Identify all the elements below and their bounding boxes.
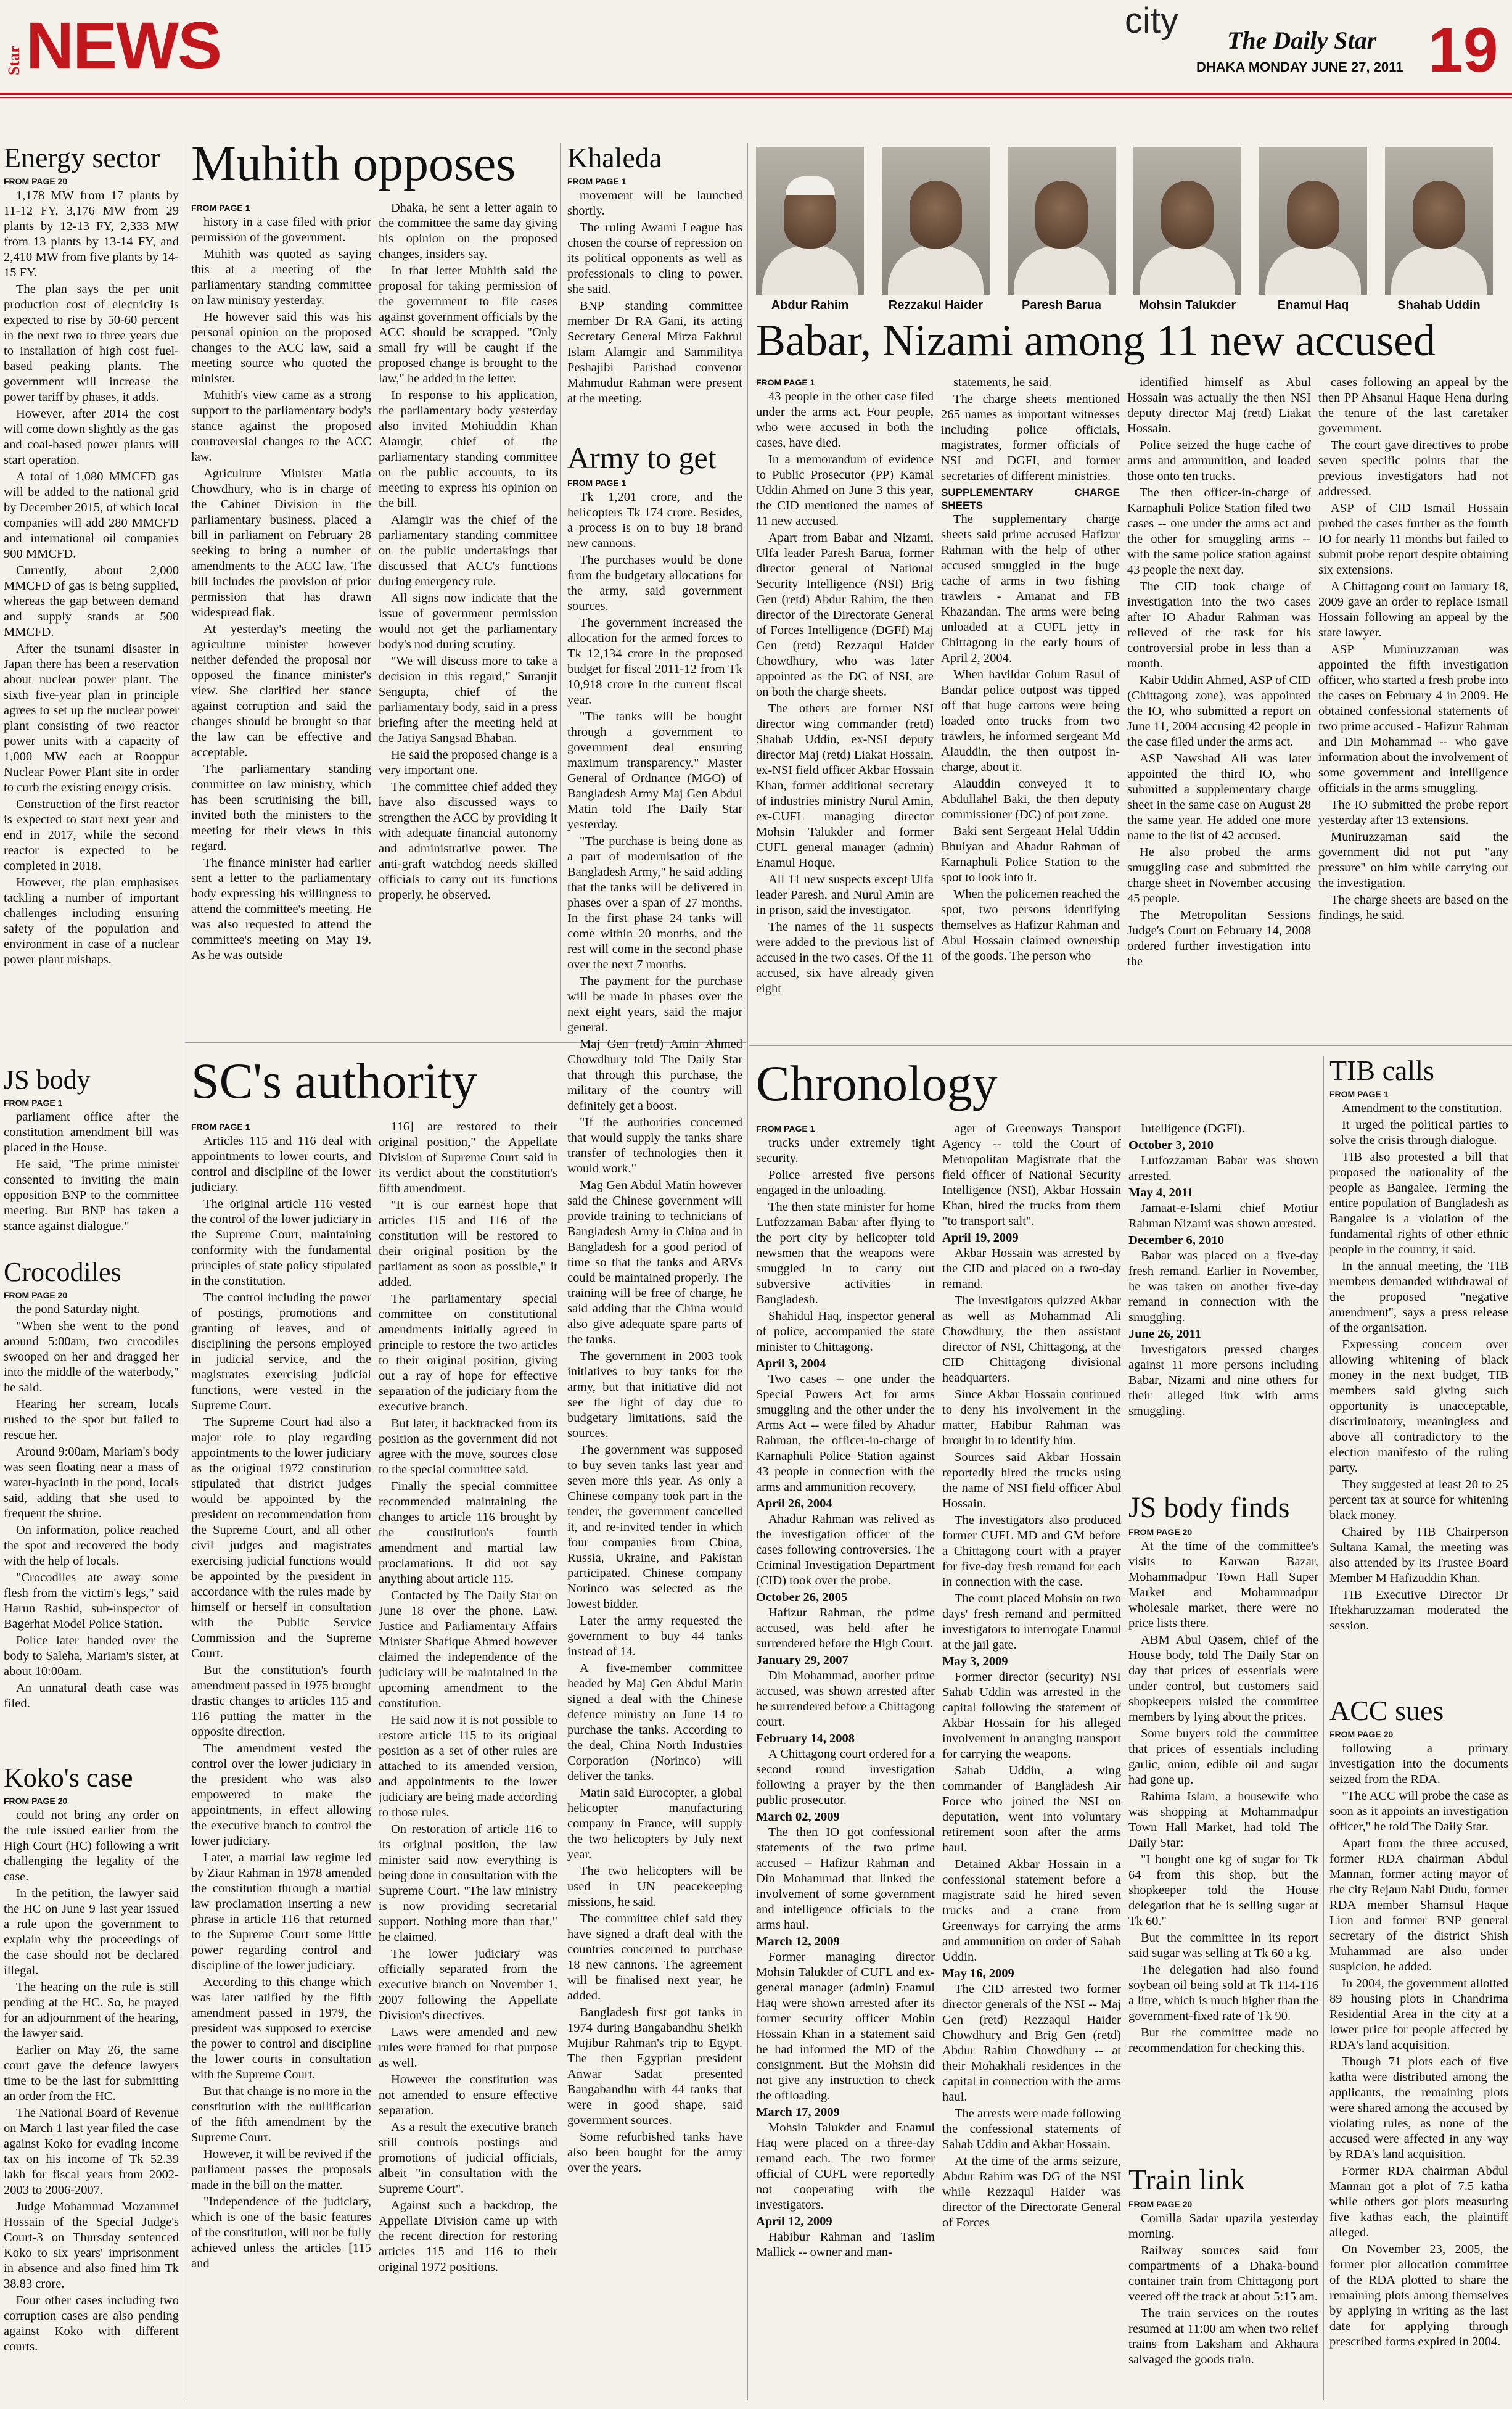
jsbody-body: [4, 1110, 179, 1234]
jsbody-article: [4, 1066, 179, 1245]
paragraph: Alauddin conveyed it to Abdullahel Baki, the then deputy commissioner (DC) of port zone.: [941, 777, 1120, 822]
paragraph: Later the army requested the government to buy 44 tanks instead of 14.: [567, 1613, 742, 1658]
accused-photo: [1385, 147, 1493, 295]
chronology-entry: Akbar Hossain was arrested by the CID and placed on a two-day remand.: [942, 1246, 1121, 1291]
paragraph: It urged the political parties to solve the crisis through dialogue.: [1329, 1118, 1508, 1148]
paragraph: All 11 new suspects except Ulfa leader Paresh, and Nurul Amin are in prison, said the investigator.: [756, 873, 934, 918]
paragraph: "The purchase is being done as a part of modernisation of the Bangladesh Army," he said adding that the tanks will be delivered in phases over a span of 27 months. In the first phase 24 tanks will come within 20 months, and the rest will come in the second phase over the next 7 months.: [567, 834, 742, 971]
paragraph: The supplementary charge sheets said prime accused Hafizur Rahman with the help of other accused smuggled in the huge cache of arms in two fishing trawlers - Amanat and FB Khazandan. The arms were being unloaded at a CUFL jetty in Chittagong in the early hours of April 2, 2004.: [941, 513, 1120, 665]
photo-caption: Paresh Barua: [1022, 299, 1101, 312]
paragraph: He said the proposed change is a very important one.: [379, 748, 557, 777]
paragraph: Police seized the huge cache of arms and ammunition, and loaded those onto ten trucks.: [1127, 439, 1311, 483]
chronology-entry: The arrests were made following the confessional statements of Sahab Uddin and Akbar Hossain.: [942, 2107, 1121, 2151]
paragraph: Rahima Islam, a housewife who was shopping at Mohammadpur Town Hall Market, had told The Daily Star:: [1128, 1790, 1318, 1850]
paragraph: The IO submitted the probe report yesterday after 13 extensions.: [1318, 798, 1508, 827]
train-article: [1128, 2165, 1318, 2405]
issue-date: DHAKA MONDAY JUNE 27, 2011: [1196, 59, 1403, 75]
paragraph: Baki sent Sergeant Helal Uddin Bhuiyan and Ahadur Rahman of Karnaphuli Police Station to the spot to look into it.: [941, 825, 1120, 885]
babar-from: FROM PAGE 1: [756, 377, 815, 387]
paragraph: The government increased the allocation for the armed forces to Tk 12,134 crore in the proposed budget for fiscal 2011-12 from Tk 10,918 crore in the current fiscal year.: [567, 616, 742, 707]
paragraph: But the committee made no recommendation for checking this.: [1128, 2026, 1318, 2056]
muhith-col2: [379, 200, 557, 1045]
babar-body-1: [756, 389, 934, 997]
accused-photo: [1259, 147, 1367, 295]
sc-col2: [379, 1119, 557, 2405]
chronology-entry: Din Mohammad, another prime accused, was shown arrested after he surrendered before a Chittagong court.: [756, 1669, 935, 1729]
paragraph: could not bring any order on the rule issued earlier from the High Court (HC) following a writ challenging the legality of the case.: [4, 1808, 179, 1884]
chronology-entry: The court placed Mohsin on two days' fresh remand and permitted investigators to interrogate Enamul at the jail gate.: [942, 1592, 1121, 1652]
paragraph: In 2004, the government allotted 89 housing plots in Chandrima Residential Area in the city at a lower price for people affected by RDA's land acquisition.: [1329, 1977, 1508, 2053]
army-article: [567, 442, 742, 2403]
chronology-entry: The investigators also produced former CUFL MD and GM before a Chittagong court with a prayer for five-day fresh remand for each in connection with the case.: [942, 1513, 1121, 1589]
paragraph: Earlier on May 26, the same court gave the defence lawyers time to be the last for submitting an order from the HC.: [4, 2043, 179, 2104]
paragraph: At the time of the committee's visits to Karwan Bazar, Mohammadpur Town Hall Super Market and Mohammadpur wholesale market, there were no price lists there.: [1128, 1539, 1318, 1631]
crocodiles-from: FROM PAGE 20: [4, 1290, 68, 1301]
crocodiles-headline: Crocodiles: [4, 1258, 121, 1287]
khaleda-body: [567, 188, 742, 406]
paragraph: 116] are restored to their original position," the Appellate Division of Supreme Court said in its verdict about the constitution's fifth amendment.: [379, 1120, 557, 1195]
energy-body: [4, 188, 179, 968]
paragraph: The original article 116 vested the control of the lower judiciary in the Supreme Court, maintaining conformity with the fundamental principles of state policy stipulated in the constitution.: [191, 1197, 371, 1288]
paragraph: An unnatural death case was filed.: [4, 1681, 179, 1711]
chronology-entry: At the time of the arms seizure, Abdur Rahim was DG of the NSI while Rezzaqul Haider was director of the Directorate General of Forces: [942, 2154, 1121, 2230]
paragraph: But that change is no more in the constitution with the nullification of the fifth amendment by the Supreme Court.: [191, 2085, 371, 2145]
chron-col1: [756, 1121, 935, 2405]
paragraph: Amendment to the constitution.: [1342, 1102, 1502, 1116]
acc-headline: ACC sues: [1329, 1696, 1444, 1726]
paragraph: Muhith's view came as a strong support to the parliamentary body's stance against the proposed controversial changes to the ACC law.: [191, 389, 371, 464]
muhith-col1: [191, 200, 371, 1045]
paragraph: However, after 2014 the cost will come down slightly as the gas and coal-based power plants will start operation.: [4, 407, 179, 467]
chronology-date: May 16, 2009: [942, 1967, 1014, 1980]
paragraph: According to this change which was later ratified by the fifth amendment passed in 1979, the president was supposed to exercise the power to control and discipline the lower courts in consultation with the Supreme Court.: [191, 1975, 371, 2082]
chronology-entry: The then state minister for home Lutfozzaman Babar after flying to the port city by helicopter told newsmen that the weapons were smuggled in to carry out subversive activities in Bangladesh.: [756, 1200, 935, 1307]
paragraph: On information, police reached the spot and recovered the body with the help of locals.: [4, 1523, 179, 1568]
tib-from: FROM PAGE 1: [1329, 1089, 1389, 1100]
chron-col3: [1128, 1121, 1318, 1491]
paragraph: The charge sheets are based on the findings, he said.: [1318, 893, 1508, 922]
paragraph: The payment for the purchase will be made in phases over the next eight years, said the major general.: [567, 974, 742, 1034]
paragraph: "Independence of the judiciary, which is one of the basic features of the constitution, will not be fully achieved unless the articles [115 and: [191, 2195, 371, 2271]
army-from: FROM PAGE 1: [567, 477, 627, 488]
chronology-date: March 17, 2009: [756, 2106, 840, 2120]
paragraph: Contacted by The Daily Star on June 18 over the phone, Law, Justice and Parliamentary Affairs Minister Shafique Ahmed however claimed the independence of the judiciary will be maintained in the upcoming amendment to the constitution.: [379, 1589, 557, 1710]
paragraph: The charge sheets mentioned 265 names as important witnesses including police officials, magistrates, former officials of NSI and DGFI, and former secretaries of different ministries.: [941, 392, 1120, 483]
paragraph: On November 23, 2005, the former plot allocation committee of the RDA plotted to share the remaining plots among themselves by applying in writing as the last date for applying through prescribed forms expired in 2004.: [1329, 2242, 1508, 2349]
paragraph: "It is our earnest hope that articles 115 and 116 of the constitution will be restored to their original position by the parliament as soon as possible," it added.: [379, 1198, 557, 1289]
paragraph: Around 9:00am, Mariam's body was seen floating near a mass of water-hyacinth in the pond, locals said, adding that she used to frequent the shrine.: [4, 1445, 179, 1521]
masthead-star-label: Star: [5, 46, 23, 75]
paragraph: The control including the power of postings, promotions and granting of leaves, and of disciplining the persons employed in judicial service, and the magistrates exercising judicial functions, were vested in the Supreme Court.: [191, 1291, 371, 1413]
paragraph: The lower judiciary was officially separated from the executive branch on November 1, 2007 following the Appellate Division's directives.: [379, 1947, 557, 2022]
paragraph: Dhaka, he sent a letter again to the committee the same day giving his opinion on the proposed changes, insiders say.: [379, 201, 557, 261]
sc-from: FROM PAGE 1: [191, 1122, 250, 1132]
babar-body-2: [941, 375, 1120, 964]
photo-caption: Rezzakul Haider: [888, 299, 984, 312]
acc-body: [1329, 1741, 1508, 2350]
chronology-date: May 3, 2009: [942, 1655, 1008, 1668]
paragraph: TIB also protested a bill that proposed the nationality of the people as Bangalee. Terming the entire population of Bangladesh as Bangalee is a violation of the fundamental rights of other ethnic people in the country, it said.: [1329, 1150, 1508, 1257]
paragraph: Kabir Uddin Ahmed, ASP of CID (Chittagong zone), was appointed the IO, who submitted a report on June 11, 2004 accusing 42 people in the case filed under the arms act.: [1127, 673, 1311, 749]
train-from: FROM PAGE 20: [1128, 2199, 1193, 2210]
paragraph: The National Board of Revenue on March 1 last year filed the case against Koko for evading income tax on his income of Tk 52.39 lakh for fiscal years from 2002-2003 to 2006-2007.: [4, 2106, 179, 2197]
paragraph: "If the authorities concerned that would supply the tanks share transfer of technologies then it would work.": [567, 1115, 742, 1176]
paragraph: In a memorandum of evidence to Public Prosecutor (PP) Kamal Uddin Ahmed on June 3 this year, the CID mentioned the names of 11 new accused.: [756, 453, 934, 529]
masthead-rule: [0, 93, 1512, 95]
paragraph: But the constitution's fourth amendment passed in 1975 brought drastic changes to articles 115 and 116 putting the matter in the opposite direction.: [191, 1663, 371, 1739]
army-body: [567, 490, 742, 2176]
paragraph: However, it will be revived if the parliament passes the proposals made in the bill on the matter.: [191, 2148, 371, 2193]
koko-from: FROM PAGE 20: [4, 1796, 68, 1806]
accused-photo: [882, 147, 990, 295]
column-divider: [747, 143, 748, 2400]
chronology-entry: Sources said Akbar Hossain reportedly hired the trucks using the name of NSI field officer Abul Hossain.: [942, 1451, 1121, 1510]
photo-caption: Mohsin Talukder: [1138, 299, 1236, 312]
crocodiles-article: [4, 1258, 179, 1752]
paragraph: ASP Muniruzzaman was appointed the fifth investigation officer, who started a fresh probe into the cases on February 4 in 2009. He obtained confessional statements of two prime accused - Hafizur Rahman and Din Mohammad -- who gave information about the involvement of some government and intelligence officials in the arms smuggling.: [1318, 643, 1508, 795]
energy-article: [4, 143, 179, 1056]
paragraph: Laws were amended and new rules were framed for that purpose as well.: [379, 2025, 557, 2070]
chronology-entry: Former director (security) NSI Sahab Uddin was arrested in the capital following the statement of Akbar Hossain for his alleged involvement in arranging transport for carrying the weapons.: [942, 1670, 1121, 1761]
chronology-date: April 3, 2004: [756, 1357, 826, 1371]
paragraph: Bangladesh first got tanks in 1974 during Bangabandhu Sheikh Mujibur Rahman's trip to Egypt. The then Egyptian president Anwar Sadat presented Bangabandhu with 44 tanks that were in good shape, said government sources.: [567, 2005, 742, 2127]
paragraph: ASP Nawshad Ali was later appointed the third IO, who submitted a supplementary charge sheet in the same case on August 28 the same year. He added one more name to the list of 42 accused.: [1127, 752, 1311, 842]
babar-col4: [1318, 375, 1508, 1047]
paragraph: Tk 1,201 crore, and the helicopters Tk 174 crore. Besides, a process is on to buy 18 brand new cannons.: [567, 490, 742, 550]
paragraph: The Supreme Court had also a major role to play regarding appointments to the lower judiciary as the original 1972 constitution stipulated that district judges would be appointed by the president on recommendation from the Supreme Court, and all other civil judges and magistrates exercising judicial functions would be appointed by the president in accordance with the rules made by himself or herself in consultation with the Public Service Commission and the Supreme Court.: [191, 1415, 371, 1661]
paragraph: Comilla Sadar upazila yesterday morning.: [1128, 2212, 1318, 2241]
jsfinds-article: [1128, 1493, 1318, 2165]
accused-photo: [1133, 147, 1241, 295]
paragraph: The CID took charge of investigation into the two cases after IO Ahadur Rahman was relieved of the task for his controversial probe in less than a month.: [1127, 580, 1311, 670]
paragraph: 1,178 MW from 17 plants by 11-12 FY, 3,176 MW from 29 plants by 12-13 FY, 2,333 MW from 13 plants by 13-14 FY, and 2,410 MW from five plants by 14-15 FY.: [4, 189, 179, 280]
sc-headline: SC's authority: [191, 1053, 477, 1109]
koko-headline: Koko's case: [4, 1764, 133, 1793]
paragraph: In the annual meeting, the TIB members demanded withdrawal of the proposed "negative amendment", says a press release of the organisation.: [1329, 1259, 1508, 1335]
paragraph: The hearing on the rule is still pending at the HC. So, he prayed for an adjournment of the hearing, the lawyer said.: [4, 1980, 179, 2041]
paragraph: When havildar Golum Rasul of Bandar police outpost was tipped off that huge cartons were being loaded onto trucks from two trawlers, he informed sergeant Md Alauddin, the then outpost in-charge, about it.: [941, 668, 1120, 775]
muhith-body-1: [191, 215, 371, 963]
column-divider: [1323, 1056, 1324, 2400]
babar-col2: [941, 375, 1120, 1047]
muhith-headline: Muhith opposes: [191, 135, 516, 191]
paragraph: The two helicopters will be used in UN peacekeeping missions, he said.: [567, 1864, 742, 1909]
accused-photo: [756, 147, 864, 295]
chronology-entry: Babar was placed on a five-day fresh remand. Earlier in November, he was taken on another five-day remand in connection with the smuggling.: [1128, 1249, 1318, 1324]
paragraph: The parliamentary standing committee on law ministry, which has been scrutinising the bill, invited both the ministers to the meeting for their views in this regard.: [191, 762, 371, 854]
paragraph: Former RDA chairman Abdul Mannan got a plot of 7.5 katha while others got plots measuring five kathas each, the plaintiff alleged.: [1329, 2164, 1508, 2240]
tib-article: [1329, 1056, 1508, 1697]
page-number: 19: [1428, 15, 1498, 85]
acc-from: FROM PAGE 20: [1329, 1729, 1394, 1740]
paragraph: Apart from Babar and Nizami, Ulfa leader Paresh Barua, former director general of National Security Intelligence (NSI) Brig Gen (retd) Abdur Rahim, the then director of the Directorate General of Forces Intelligence (DGFI) Maj Gen (retd) Rezzaqul Haider Chowdhury, who was later appointed as the DG of NSI, are on both the charge sheets.: [756, 531, 934, 699]
paragraph: movement will be launched shortly.: [567, 189, 742, 218]
paragraph: "Crocodiles ate away some flesh from the victim's legs," said Harun Rashid, sub-inspector of Bagerhat Model Police Station.: [4, 1571, 179, 1631]
chronology-entry: Investigators pressed charges against 11 more persons including Babar, Nizami and nine others for their alleged link with arms smuggling.: [1128, 1343, 1318, 1418]
paragraph: All signs now indicate that the issue of government permission would not get the parliamentary body's nod during scrutiny.: [379, 591, 557, 651]
paragraph: The train services on the routes resumed at 11:00 am when two relief trains from Laksham and Akhaura salvaged the goods train.: [1128, 2307, 1318, 2367]
babar-subhead: SUPPLEMENTARY CHARGE SHEETS: [941, 487, 1120, 511]
paragraph: Expressing concern over allowing whitening of black money in the next budget, TIB members said giving such opportunity is unacceptable, discriminatory, meaningless and above all contradictory to the election manifesto of the ruling party.: [1329, 1338, 1508, 1475]
paragraph: identified himself as Abul Hossain was actually the then NSI deputy director Maj (retd) Liakat Hossain.: [1127, 376, 1311, 435]
sc-body-1: [191, 1134, 371, 2271]
koko-body: [4, 1808, 179, 2355]
chronology-date: June 26, 2011: [1128, 1327, 1201, 1341]
paragraph: Apart from the three accused, former RDA chairman Abdul Mannan, former acting mayor of the city Rejaun Nabi Dudu, former RDA member Shamsul Haque Lion and former BNP general secretary of the district Shish Muhammad are also under suspicion, he added.: [1329, 1837, 1508, 1974]
chronology-entry: Habibur Rahman and Taslim Mallick -- owner and man-: [756, 2230, 935, 2260]
paragraph: However the constitution was not amended to ensure effective separation.: [379, 2073, 557, 2117]
chronology-date: May 4, 2011: [1128, 1186, 1194, 1200]
jsbody-headline: JS body: [4, 1066, 91, 1095]
paragraph: Agriculture Minister Matia Chowdhury, who is in charge of the Cabinet Division in the parliamentary business, placed a bill in parliament on February 28 seeking to bring a number of amendments to the ACC law. The bill includes the provision of prior permission that has drawn widespread flak.: [191, 467, 371, 620]
energy-headline: Energy sector: [4, 143, 160, 173]
chronology-date: March 12, 2009: [756, 1935, 840, 1949]
paragraph: The finance minister had earlier sent a letter to the parliamentary body expressing his willingness to attend the committee's meeting. He was also requested to attend the committee's meeting on May 19. As he was outside: [191, 856, 371, 963]
paragraph: However, the plan emphasises tackling a number of important challenges including ensuring safety of the population and environment in case of a nuclear power plant mishaps.: [4, 876, 179, 967]
paragraph: TIB Executive Director Dr Iftekharuzzaman moderated the session.: [1329, 1588, 1508, 1633]
city-label: city: [1125, 1, 1178, 41]
paper-name: The Daily Star: [1227, 27, 1377, 54]
paragraph: the pond Saturday night.: [16, 1303, 141, 1317]
paragraph: Judge Mohammad Mozammel Hossain of the Special Judge's Court-3 on Thursday sentenced Koko to six years' imprisonment in absence and also fined him Tk 38.83 crore.: [4, 2200, 179, 2291]
paragraph: The parliamentary special committee on constitutional amendments initially agreed in principle to restore the two articles to their original position, giving out a ray of hope for effective separation of the judiciary from the executive branch.: [379, 1292, 557, 1414]
chron-from: FROM PAGE 1: [756, 1124, 815, 1134]
crocodiles-body: [4, 1302, 179, 1711]
paragraph: Some refurbished tanks have also been bought for the army over the years.: [567, 2130, 742, 2175]
paragraph: The amendment vested the control over the lower judiciary in the president who was also empowered to make the appointments, in effect allowing the executive branch to control the lower judiciary.: [191, 1742, 371, 1848]
chronology-entry: Since Akbar Hossain continued to deny his involvement in the matter, Habibur Rahman was brought in to identify him.: [942, 1388, 1121, 1447]
paragraph: Police later handed over the body to Saleha, Mariam's sister, at about 10:00am.: [4, 1634, 179, 1679]
paragraph: Against such a backdrop, the Appellate Division came up with the recent direction for restoring articles 115 and 116 to their original 1972 positions.: [379, 2199, 557, 2274]
paragraph: 43 people in the other case filed under the arms act. Four people, who were accused in both the cases, have died.: [756, 390, 934, 450]
paragraph: In response to his application, the parliamentary body yesterday also invited Mohiuddin Khan Alamgir, chief of the parliamentary standing committee on the public accounts, to its meeting to express his opinion on the bill.: [379, 389, 557, 510]
tib-body: [1329, 1101, 1508, 1634]
chronology-entry: Two cases -- one under the Special Powers Act for arms smuggling and the other under the Arms Act -- were filed by Ahadur Rahman, the officer-in-charge of Karnaphuli Police Station against 43 people in connection with the arms and ammunition recovery.: [756, 1372, 935, 1494]
paragraph: The plan says the per unit production cost of electricity is expected to rise by 50-60 percent in the next two to three years due to installation of high cost fuel-based peaking plants. The government will increase the power tariff by phases, it adds.: [4, 282, 179, 405]
chronology-entry: Mohsin Talukder and Enamul Haq were placed on a three-day remand each. The two former official of CUFL were reportedly not cooperating with the investigators.: [756, 2121, 935, 2212]
paragraph: The Metropolitan Sessions Judge's Court on February 14, 2008 ordered further investigation into the: [1127, 908, 1311, 968]
tib-headline: TIB calls: [1329, 1056, 1434, 1086]
babar-col1: [756, 375, 934, 1047]
paragraph: Muhith was quoted as saying this at a meeting of the parliamentary standing committee on law ministry yesterday.: [191, 247, 371, 308]
paragraph: The government in 2003 took initiatives to buy tanks for the army, but that initiative did not see the light of day due to budgetary limitations, said the sources.: [567, 1349, 742, 1440]
paragraph: Later, a martial law regime led by Ziaur Rahman in 1978 amended the constitution through a martial law proclamation inserting a new phrase in article 116 that returned to the Supreme Court some little power regarding control and discipline of the lower judiciary.: [191, 1851, 371, 1973]
paragraph: Construction of the first reactor is expected to start next year and end in 2017, while the second reactor is expected to be completed in 2018.: [4, 797, 179, 873]
chron-col2: [942, 1121, 1121, 2405]
photo-caption: Enamul Haq: [1277, 299, 1349, 312]
paragraph: The delegation had also found soybean oil being sold at Tk 114-116 a litre, which is much higher than the government-fixed rate of Tk 90.: [1128, 1963, 1318, 2024]
paragraph: A total of 1,080 MMCFD gas will be added to the national grid by December 2015, of which local companies will add 280 MMCFD and international oil companies 900 MMCFD.: [4, 470, 179, 561]
paragraph: statements, he said.: [953, 376, 1052, 389]
chronology-entry: The investigators quizzed Akbar as well as Mohammad Ali Chowdhury, the then assistant director of NSI, Chittagong, at the CID Chittagong divisional headquarters.: [942, 1294, 1121, 1385]
photo-caption: Shahab Uddin: [1397, 299, 1481, 312]
paragraph: The then officer-in-charge of Karnaphuli Police Station filed two cases -- one under the arms act and the other for smuggling arms -- with the same police station against 43 people the next day.: [1127, 486, 1311, 577]
paragraph: The others are former NSI director wing commander (retd) Shahab Uddin, ex-NSI deputy director Maj (retd) Liakat Hossain, ex-NSI field officer Akbar Hossain Khan, former additional secretary of industries ministry Nurul Amin, ex-CUFL managing director Mohsin Talukder and former CUFL general manager (admin) Enamul Hoque.: [756, 702, 934, 870]
accused-photo: [1008, 147, 1116, 295]
paragraph: A Chittagong court on January 18, 2009 gave an order to replace Ismail Hossain following an appeal by the state lawyer.: [1318, 580, 1508, 640]
paragraph: The government was supposed to buy seven tanks last year and seven more this year. As only a Chinese company took part in the tender, the government cancelled it, and re-invited tender in which four companies from China, Russia, Ukraine, and Pakistan participated. Chinese company Norinco was selected as the lowest bidder.: [567, 1443, 742, 1611]
chronology-entry: The CID arrested two former director generals of the NSI -- Maj Gen (retd) Rezzaqul Haider Chowdhury and Brig Gen (retd) Abdur Rahim Chowdhury -- at their Mohakhali residences in the capital in connection with the arms haul.: [942, 1982, 1121, 2104]
paragraph: Mag Gen Abdul Matin however said the Chinese government will provide training to technicians of Bangladesh Army in China and in Bangladesh for a good period of time so that the tanks and ARVs could be maintained properly. The training will be free of charge, he said adding that the China would also give adequate spare parts of the tanks.: [567, 1178, 742, 1346]
chronology-entry: A Chittagong court ordered for a second round investigation following a prayer by the then public prosecutor.: [756, 1747, 935, 1808]
khaleda-headline: Khaleda: [567, 143, 662, 173]
paragraph: "The tanks will be bought through a government to government deal ensuring maximum transparency," Master General of Ordnance (MGO) of Bangladesh Army Maj Gen Abdul Matin told The Daily Star yesterday.: [567, 709, 742, 831]
paragraph: The court gave directives to probe seven specific points that the previous investigators had not addressed.: [1318, 439, 1508, 498]
chronology-entry: Detained Akbar Hossain in a confessional statement before a magistrate said he hired seven trucks and a crane from Greenways for carrying the arms and ammunition on order of Sahab Uddin.: [942, 1858, 1121, 1964]
jsbody-from: FROM PAGE 1: [4, 1098, 63, 1108]
paragraph: At yesterday's meeting the agriculture minister however neither defended the proposal nor opposed the finance minister's view. She clarified her stance against corruption and said the changes should be brought so that the law can be effective and acceptable.: [191, 622, 371, 760]
chronology-date: October 26, 2005: [756, 1591, 848, 1605]
section-title: NEWS: [26, 8, 221, 83]
train-body: [1128, 2211, 1318, 2368]
paragraph: following a primary investigation into the documents seized from the RDA.: [1329, 1742, 1508, 1787]
paragraph: When the policemen reached the spot, two persons identifying themselves as Hafizur Rahman and Abul Hossain claimed ownership of the goods. The person who: [941, 887, 1120, 963]
paragraph: parliament office after the constitution amendment bill was placed in the House.: [4, 1110, 179, 1155]
chronology-entry: Jamaat-e-Islami chief Motiur Rahman Nizami was shown arrested.: [1128, 1201, 1318, 1230]
chronology-date: February 14, 2008: [756, 1732, 855, 1746]
acc-article: [1329, 1696, 1508, 2405]
paragraph: Matin said Eurocopter, a global helicopter manufacturing company in France, will supply the two helicopters by July next year.: [567, 1785, 742, 1861]
chronology-date: October 3, 2010: [1128, 1139, 1214, 1152]
column-divider: [560, 143, 561, 1031]
army-headline: Army to get: [567, 442, 717, 475]
paragraph: "When she went to the pond around 5:00am, two crocodiles swooped on her and dragged her into the middle of the waterbody," he said.: [4, 1319, 179, 1395]
paragraph: He also probed the arms smuggling case and submitted the charge sheet in November accusing 45 people.: [1127, 846, 1311, 905]
paragraph: On restoration of article 116 to its original position, the law minister said now everything is being done in consultation with the Supreme Court. "The law ministry is now providing secretarial support. Nothing more than that," he claimed.: [379, 1822, 557, 1944]
paragraph: They suggested at least 20 to 25 percent tax at source for whitening black money.: [1329, 1478, 1508, 1523]
jsfinds-from: FROM PAGE 20: [1128, 1527, 1193, 1538]
chronology-entry: Former managing director Mohsin Talukder of CUFL and ex-general manager (admin) Enamul Haq were shown arrested after its former security officer Mobin Hossain Khan in a statement said he had informed the MD of the consignment. But the Mohsin did not give any instruction to check the offloading.: [756, 1950, 935, 2103]
paragraph: Articles 115 and 116 deal with appointments to lower courts, and control and discipline of the lower judiciary.: [191, 1134, 371, 1195]
khaleda-article: [567, 143, 742, 433]
jsfinds-headline: JS body finds: [1128, 1493, 1290, 1524]
paragraph: cases following an appeal by the then PP Ahsanul Haque Hena during the tenure of the last caretaker government.: [1318, 376, 1508, 435]
paragraph: The committee chief said they have signed a draft deal with the countries concerned to purchase 18 new cannons. The agreement will be finalised next year, he added.: [567, 1911, 742, 2003]
chronology-date: January 29, 2007: [756, 1653, 848, 1668]
paragraph: After the tsunami disaster in Japan there has been a reservation about nuclear power plant. The sixth five-year plan in principle agrees to set up the nuclear power plant consisting of two reactor power units with a capacity of 1,000 MW each at Rooppur Nuclear Power Plant site in order to curb the existing energy crisis.: [4, 642, 179, 795]
chron-body-3: [1128, 1121, 1318, 1419]
chronology-date: March 02, 2009: [756, 1810, 840, 1824]
paragraph: The committee chief added they have also discussed ways to strengthen the ACC by providing it with adequate financial autonomy and administrative power. The anti-graft watchdog needs skilled officials to carry out its functions properly, he observed.: [379, 780, 557, 902]
chronology-entry: Ahadur Rahman was relived as the investigation officer of the cases following controversies. The Criminal Investigation Department (CID) took over the probe.: [756, 1512, 935, 1588]
paragraph: But the committee in its report said sugar was selling at Tk 60 a kg.: [1128, 1931, 1318, 1961]
train-headline: Train link: [1128, 2165, 1245, 2196]
paragraph: In that letter Muhith said the proposal for taking permission of the government to file cases against government officials by the ACC should be scrapped. "Only small fry will be caught if the proposed change is brought to the law," he added in the letter.: [379, 264, 557, 385]
paragraph: He said now it is not possible to restore article 115 to its original position as a set of other rules are attached to its amended version, and appointments to the lower judiciary are being made according to those rules.: [379, 1713, 557, 1819]
paragraph: Some buyers told the committee that prices of essentials including garlic, onion, edible oil and sugar had gone up.: [1128, 1727, 1318, 1787]
paragraph: Muniruzzaman said the government did not put "any pressure" on him while carrying out the investigation.: [1318, 830, 1508, 890]
paragraph: BNP standing committee member Dr RA Gani, its acting Secretary General Mirza Fakhrul Islam Alamgir and Sammilitya Peshajibi Parishad convenor Mahmudur Rahman were present at the meeting.: [567, 299, 742, 406]
chronology-entry: Sahab Uddin, a wing commander of Bangladesh Air Force who joined the NSI on deputation, went into voluntary retirement soon after the arms haul.: [942, 1764, 1121, 1855]
paragraph: He said, "The prime minister consented to inviting the main opposition BNP to the committee meeting. But BNP has taken a stance against dialogue.": [4, 1158, 179, 1233]
koko-article: [4, 1764, 179, 2405]
paragraph: The names of the 11 suspects were added to the previous list of accused in the two cases. Of the 11 accused, six have already given eight: [756, 920, 934, 996]
paragraph: Maj Gen (retd) Amin Ahmed Chowdhury told The Daily Star that through this purchase, the military of the country will definitely get a boost.: [567, 1037, 742, 1113]
photo-caption: Abdur Rahim: [771, 299, 849, 312]
paragraph: Railway sources said four compartments of a Dhaka-bound container train from Chittagong port veered off the track at about 5:15 am.: [1128, 2244, 1318, 2304]
chronology-date: April 12, 2009: [756, 2215, 832, 2229]
paragraph: He however said this was his personal opinion on the proposed changes to the ACC law, said a meeting source who quoted the minister.: [191, 310, 371, 386]
chron-body-2: [942, 1121, 1121, 2231]
paragraph: "We will discuss more to take a decision in this regard," Suranjit Sengupta, chief of the parliamentary body, said in a press briefing after the meeting held at the Jatiya Sangsad Bhaban.: [379, 654, 557, 745]
paragraph: Hearing her scream, locals rushed to the spot but failed to rescue her.: [4, 1398, 179, 1443]
paragraph: ABM Abul Qasem, chief of the House body, told The Daily Star on day that prices of essentials were under control, but customers said shopkeepers misled the committee members by lying about the prices.: [1128, 1633, 1318, 1724]
babar-headline: Babar, Nizami among 11 new accused: [756, 316, 1436, 365]
paragraph: In the petition, the lawyer said the HC on June 9 last year issued a rule upon the government to explain why the proceedings of the case should not be declared illegal.: [4, 1887, 179, 1978]
paragraph: Currently, about 2,000 MMCFD of gas is being supplied, whereas the gap between demand and supply stands at 500 MMCFD.: [4, 564, 179, 640]
paragraph: The purchases would be done from the budgetary allocations for the army, said government sources.: [567, 553, 742, 613]
babar-body-4: [1318, 375, 1508, 923]
babar-col3: [1127, 375, 1311, 1047]
chronology-entry: The then IO got confessional statements of the two prime accused -- Hafizur Rahman and Din Mohammad that linked the involvement of some government and intelligence officials to the arms haul.: [756, 1826, 935, 1932]
muhith-body-2: [379, 200, 557, 903]
chronology-entry: Hafizur Rahman, the prime accused, was held after he surrendered before the High Court.: [756, 1606, 935, 1651]
chronology-entry: Police arrested five persons engaged in the unloading.: [756, 1168, 935, 1198]
paragraph: ASP of CID Ismail Hossain probed the cases further as the fourth IO for nearly 11 months but failed to submit probe report despite obtaining six extensions.: [1318, 501, 1508, 577]
chronology-date: April 19, 2009: [942, 1231, 1019, 1245]
chronology-date: December 6, 2010: [1128, 1233, 1225, 1247]
chronology-date: April 26, 2004: [756, 1497, 832, 1511]
sc-body-2: [379, 1119, 557, 2275]
chronology-entry: ager of Greenways Transport Agency -- told the Court of Metropolitan Magistrate that the field officer of National Security Intelligence (NSI), Akbar Hossain Khan, hired the trucks from them "to transport salt".: [942, 1122, 1121, 1228]
babar-body-3: [1127, 375, 1311, 970]
chronology-entry: Intelligence (DGFI).: [1141, 1122, 1245, 1135]
paragraph: Four other cases including two corruption cases are also pending against Koko with different courts.: [4, 2294, 179, 2354]
jsfinds-body: [1128, 1539, 1318, 2056]
energy-from: FROM PAGE 20: [4, 176, 68, 187]
khaleda-from: FROM PAGE 1: [567, 176, 627, 187]
masthead-rule-thin: [0, 97, 1512, 98]
paragraph: history in a case filed with prior permission of the government.: [191, 215, 371, 245]
paragraph: But later, it backtracked from its position as the government did not agree with the move, sources close to the special committee said.: [379, 1417, 557, 1476]
chron-headline: Chronology: [756, 1055, 998, 1111]
sc-col1: [191, 1119, 371, 2405]
paragraph: Alamgir was the chief of the parliamentary standing committee on the public undertakings that discussed that ACC's functions during emergency rule.: [379, 513, 557, 588]
chronology-entry: Shahidul Haq, inspector general of police, accompanied the state minister to Chittagong.: [756, 1309, 935, 1354]
paragraph: "I bought one kg of sugar for Tk 64 from this shop, but the shopkeeper told the House delegation that he is selling sugar at Tk 60.": [1128, 1853, 1318, 1929]
paragraph: "The ACC will probe the case as soon as it appoints an investigation officer," he told The Daily Star.: [1329, 1789, 1508, 1834]
paragraph: The ruling Awami League has chosen the course of repression on its political opponents as well as professionals to cling to power, she said.: [567, 221, 742, 297]
chron-body-1: [756, 1135, 935, 2260]
paragraph: Chaired by TIB Chairperson Sultana Kamal, the meeting was also attended by its Trustee Board Member M Hafizuddin Khan.: [1329, 1525, 1508, 1586]
chronology-entry: trucks under extremely tight security.: [756, 1136, 935, 1166]
muhith-from: FROM PAGE 1: [191, 203, 250, 213]
paragraph: Though 71 plots each of five katha were distributed among the applicants, the remaining plots were shared among the accused by violating rules, as none of the accused were affected in any way by RDA's land acquisition.: [1329, 2055, 1508, 2162]
paragraph: As a result the executive branch still controls postings and promotions of judicial officials, albeit "in consultation with the Supreme Court".: [379, 2120, 557, 2196]
paragraph: Finally the special committee recommended maintaining the changes to article 116 brought by the constitution's fourth amendment and martial law proclamations. It did not say anything about article 115.: [379, 1480, 557, 1586]
chronology-entry: Lutfozzaman Babar was shown arrested.: [1128, 1154, 1318, 1183]
paragraph: A five-member committee headed by Maj Gen Abdul Matin signed a deal with the Chinese defence ministry on June 14 to purchase the tanks. According to the deal, China North Industries Corporation (Norinco) will deliver the tanks.: [567, 1661, 742, 1783]
